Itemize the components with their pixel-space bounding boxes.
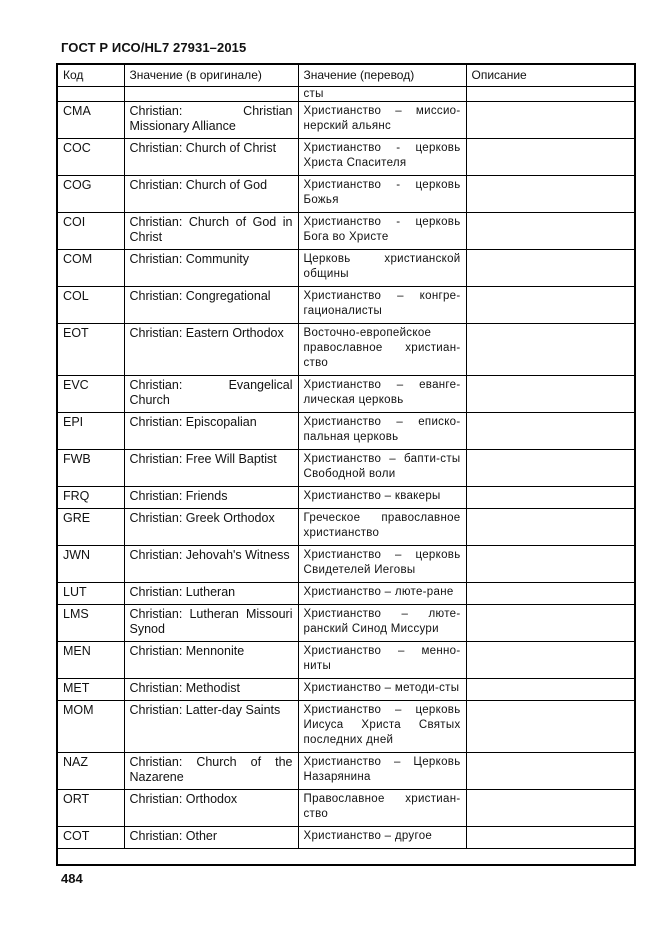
table-row bbox=[58, 546, 634, 583]
cell-original: Christian: Church of the Nazarene bbox=[124, 753, 298, 790]
table-row bbox=[58, 642, 634, 679]
table-row bbox=[58, 102, 634, 139]
cell-translation: Христианство – методи-сты bbox=[298, 679, 466, 701]
cell-description bbox=[466, 679, 634, 701]
cell-original: Christian: Church of God bbox=[124, 176, 298, 213]
table-row bbox=[58, 139, 634, 176]
column-header-description: Описание bbox=[466, 65, 634, 87]
table-row bbox=[58, 583, 634, 605]
cell-translation: сты bbox=[298, 87, 466, 102]
cell-original: Christian: Jehovah's Witness bbox=[124, 546, 298, 583]
cell-code: EVC bbox=[58, 376, 124, 413]
cell-code: COL bbox=[58, 287, 124, 324]
cell-translation: Христианство – конгре-гационалисты bbox=[298, 287, 466, 324]
cell-translation: Христианство – другое bbox=[298, 827, 466, 849]
table-row bbox=[58, 679, 634, 701]
cell-translation: Христианство – церковь Иисуса Христа Святых последних дней bbox=[298, 701, 466, 753]
cell-code: MOM bbox=[58, 701, 124, 753]
code-table-container bbox=[56, 63, 636, 866]
table-row bbox=[58, 605, 634, 642]
cell-code: ORT bbox=[58, 790, 124, 827]
cell-code: LMS bbox=[58, 605, 124, 642]
cell-description bbox=[466, 287, 634, 324]
table-row bbox=[58, 450, 634, 487]
cell-description bbox=[466, 753, 634, 790]
cell-code: NAZ bbox=[58, 753, 124, 790]
cell-description bbox=[466, 413, 634, 450]
cell-translation: Христианство – люте-ране bbox=[298, 583, 466, 605]
cell-description bbox=[466, 450, 634, 487]
table-row bbox=[58, 287, 634, 324]
cell-description bbox=[466, 509, 634, 546]
cell-original: Christian: Greek Orthodox bbox=[124, 509, 298, 546]
cell-translation: Христианство – церковь Свидетелей Иеговы bbox=[298, 546, 466, 583]
cell-translation: Христианство – бапти-сты Свободной воли bbox=[298, 450, 466, 487]
cell-description bbox=[466, 583, 634, 605]
table-header bbox=[58, 65, 634, 87]
table-header-row bbox=[58, 65, 634, 87]
cell-original: Christian: Other bbox=[124, 827, 298, 849]
cell-original: Christian: Methodist bbox=[124, 679, 298, 701]
cell-code: MEN bbox=[58, 642, 124, 679]
cell-original: Christian: Eastern Orthodox bbox=[124, 324, 298, 376]
table-row bbox=[58, 213, 634, 250]
table-row bbox=[58, 753, 634, 790]
cell-translation: Христианство – менно-ниты bbox=[298, 642, 466, 679]
cell-description bbox=[466, 546, 634, 583]
table-row bbox=[58, 324, 634, 376]
cell-translation: Греческое православное христианство bbox=[298, 509, 466, 546]
cell-description bbox=[466, 176, 634, 213]
cell-code: JWN bbox=[58, 546, 124, 583]
cell-original: Christian: Christian Missionary Alliance bbox=[124, 102, 298, 139]
cell-code: COM bbox=[58, 250, 124, 287]
cell-translation: Христианство – еванге-лическая церковь bbox=[298, 376, 466, 413]
cell-translation: Восточно-европейское православное христиан-ство bbox=[298, 324, 466, 376]
table-row bbox=[58, 790, 634, 827]
cell-code: FWB bbox=[58, 450, 124, 487]
cell-code: COG bbox=[58, 176, 124, 213]
cell-description bbox=[466, 250, 634, 287]
cell-translation: Христианство – Церковь Назарянина bbox=[298, 753, 466, 790]
cell-description bbox=[466, 827, 634, 849]
cell-original: Christian: Church of God in Christ bbox=[124, 213, 298, 250]
column-header-translation: Значение (перевод) bbox=[298, 65, 466, 87]
cell-translation: Христианство - церковь Христа Спасителя bbox=[298, 139, 466, 176]
cell-original: Christian: Free Will Baptist bbox=[124, 450, 298, 487]
cell-description bbox=[466, 324, 634, 376]
cell-description bbox=[466, 487, 634, 509]
cell-code: LUT bbox=[58, 583, 124, 605]
cell-code: EOT bbox=[58, 324, 124, 376]
cell-description bbox=[466, 701, 634, 753]
cell-code: CMA bbox=[58, 102, 124, 139]
cell-original: Christian: Lutheran Missouri Synod bbox=[124, 605, 298, 642]
cell-description bbox=[466, 139, 634, 176]
cell-original: Christian: Congregational bbox=[124, 287, 298, 324]
table-body bbox=[58, 87, 634, 849]
cell-translation: Церковь христианской общины bbox=[298, 250, 466, 287]
cell-translation: Христианство – еписко-пальная церковь bbox=[298, 413, 466, 450]
code-table bbox=[58, 65, 634, 849]
cell-original: Christian: Evangelical Church bbox=[124, 376, 298, 413]
table-row bbox=[58, 413, 634, 450]
cell-code: MET bbox=[58, 679, 124, 701]
cell-original: Christian: Orthodox bbox=[124, 790, 298, 827]
cell-translation: Христианство – люте-ранский Синод Миссури bbox=[298, 605, 466, 642]
cell-translation: Христианство - церковь Бога во Христе bbox=[298, 213, 466, 250]
cell-code: COT bbox=[58, 827, 124, 849]
cell-translation: Христианство – миссио-нерский альянс bbox=[298, 102, 466, 139]
cell-original bbox=[124, 87, 298, 102]
table-row bbox=[58, 376, 634, 413]
cell-code: GRE bbox=[58, 509, 124, 546]
table-row bbox=[58, 487, 634, 509]
table-row bbox=[58, 509, 634, 546]
cell-code bbox=[58, 87, 124, 102]
page-number: 484 bbox=[61, 871, 83, 886]
table-row bbox=[58, 250, 634, 287]
cell-code: EPI bbox=[58, 413, 124, 450]
table-row bbox=[58, 701, 634, 753]
cell-description bbox=[466, 376, 634, 413]
cell-code: FRQ bbox=[58, 487, 124, 509]
cell-original: Christian: Church of Christ bbox=[124, 139, 298, 176]
cell-original: Christian: Episcopalian bbox=[124, 413, 298, 450]
column-header-original: Значение (в оригинале) bbox=[124, 65, 298, 87]
cell-original: Christian: Mennonite bbox=[124, 642, 298, 679]
document-header: ГОСТ Р ИСО/HL7 27931–2015 bbox=[61, 40, 247, 55]
cell-original: Christian: Lutheran bbox=[124, 583, 298, 605]
cell-translation: Православное христиан-ство bbox=[298, 790, 466, 827]
cell-translation: Христианство – квакеры bbox=[298, 487, 466, 509]
table-row-continuation bbox=[58, 87, 634, 102]
table-row bbox=[58, 176, 634, 213]
cell-description bbox=[466, 102, 634, 139]
cell-description bbox=[466, 87, 634, 102]
cell-code: COC bbox=[58, 139, 124, 176]
cell-description bbox=[466, 605, 634, 642]
column-header-code: Код bbox=[58, 65, 124, 87]
cell-original: Christian: Friends bbox=[124, 487, 298, 509]
cell-code: COI bbox=[58, 213, 124, 250]
cell-description bbox=[466, 642, 634, 679]
cell-translation: Христианство - церковь Божья bbox=[298, 176, 466, 213]
cell-original: Christian: Latter-day Saints bbox=[124, 701, 298, 753]
cell-original: Christian: Community bbox=[124, 250, 298, 287]
table-row bbox=[58, 827, 634, 849]
cell-description bbox=[466, 213, 634, 250]
cell-description bbox=[466, 790, 634, 827]
